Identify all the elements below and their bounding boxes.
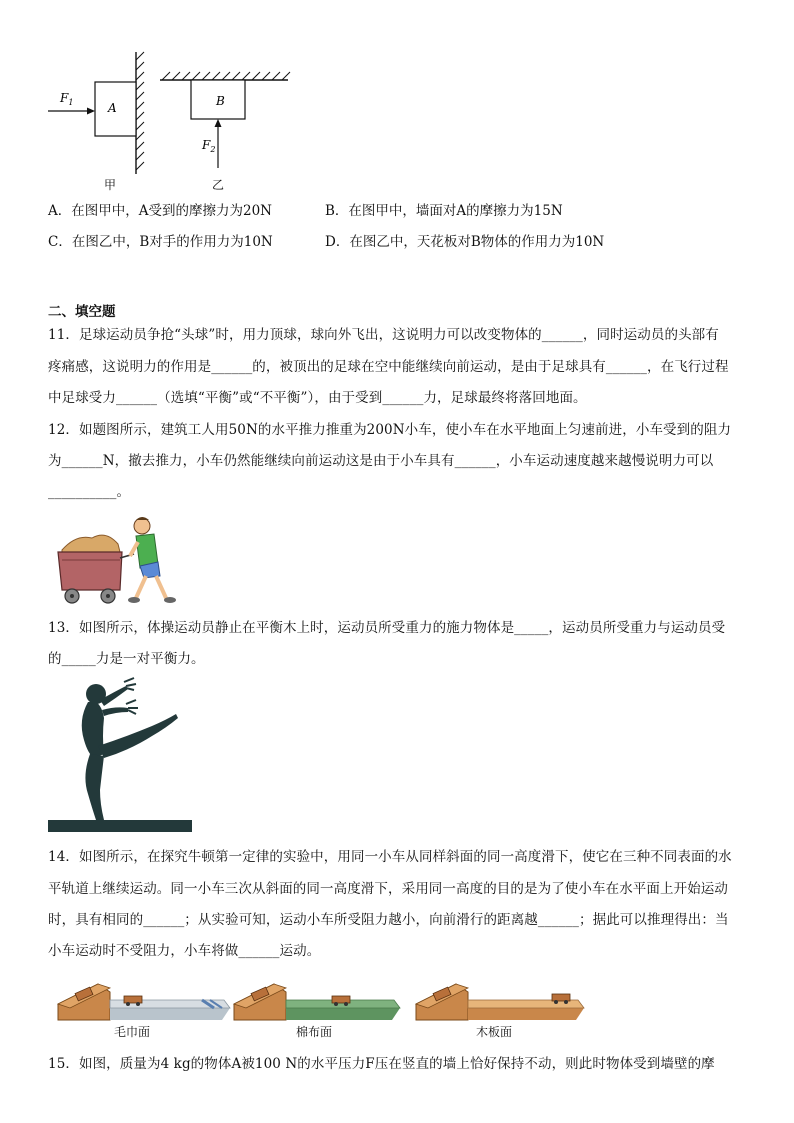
block-a-label: A [108, 101, 117, 115]
q14-line-3: 时，具有相同的______；从实验可知，运动小车所受阻力越小，向前滑行的距离越______；据此可以推理得出：当 [48, 912, 729, 928]
q10-option-d: D．在图乙中，天花板对B物体的作用力为10N [325, 234, 605, 250]
q12-line-1: 12．如题图所示，建筑工人用50N的水平推力推重为200N小车，使小车在水平地面上匀速前进，小车受到的阻力 [48, 422, 732, 438]
caption-yi: 乙 [212, 178, 225, 192]
force-f2-arrow [215, 119, 222, 168]
force-f2-label: $F_2$ [202, 138, 216, 154]
section-heading: 二、填空题 [48, 304, 116, 320]
block-b-label: B [216, 94, 225, 108]
q14-line-1: 14．如图所示，在探究牛顿第一定律的实验中，用同一小车从同样斜面的同一高度滑下，使它在三种不同表面的水 [48, 849, 732, 865]
surface-towel [58, 984, 230, 1020]
surface-cotton [234, 984, 400, 1020]
surface-wood [416, 984, 584, 1020]
q13-line-2: 的_____力是一对平衡力。 [48, 651, 205, 667]
q15-line-1: 15．如图，质量为4 kg的物体A被100 N的水平压力F压在竖直的墙上恰好保持不动，则此时物体受到墙壁的摩 [48, 1056, 715, 1072]
worker-cart-illustration [54, 514, 184, 606]
q11-line-3: 中足球受力______（选填“平衡”或“不平衡”），由于受到______力，足球最终将落回地面。 [48, 390, 587, 406]
surface-label-wood: 木板面 [476, 1025, 513, 1039]
q10-option-b: B．在图甲中，墙面对A的摩擦力为15N [325, 203, 563, 219]
gymnast-silhouette [48, 676, 192, 832]
force-f1-arrow [48, 108, 95, 115]
caption-jia: 甲 [104, 178, 117, 192]
ceiling-right [160, 72, 290, 80]
surface-label-cotton: 棉布面 [296, 1025, 333, 1039]
q13-line-1: 13．如图所示，体操运动员静止在平衡木上时，运动员所受重力的施力物体是_____，运动员所受重力与运动员受 [48, 620, 726, 636]
surface-label-towel: 毛巾面 [114, 1025, 151, 1039]
q14-line-2: 平轨道上继续运动。同一小车三次从斜面的同一高度滑下，采用同一高度的目的是为了使小车在水平面上开始运动 [48, 881, 728, 897]
q14-line-4: 小车运动时不受阻力，小车将做______运动。 [48, 943, 321, 959]
q10-option-a: A．在图甲中，A受到的摩擦力为20N [48, 203, 272, 219]
q10-option-c: C．在图乙中，B对手的作用力为10N [48, 234, 273, 250]
wall-left [136, 52, 144, 174]
force-diagram-figure [40, 46, 310, 196]
surfaces-experiment-figure [54, 974, 588, 1026]
q12-line-2: 为______N，撤去推力，小车仍然能继续向前运动这是由于小车具有______，小车运动速度越来越慢说明力可以 [48, 453, 714, 469]
q12-line-3: __________。 [48, 484, 131, 500]
q11-line-1: 11．足球运动员争抢“头球”时，用力顶球，球向外飞出，这说明力可以改变物体的______，同时运动员的头部有 [48, 327, 719, 343]
q11-line-2: 疼痛感，这说明力的作用是______的，被顶出的足球在空中能继续向前运动，是由于足球具有______，在飞行过程 [48, 359, 729, 375]
force-f1-label: $F_1$ [60, 91, 74, 107]
